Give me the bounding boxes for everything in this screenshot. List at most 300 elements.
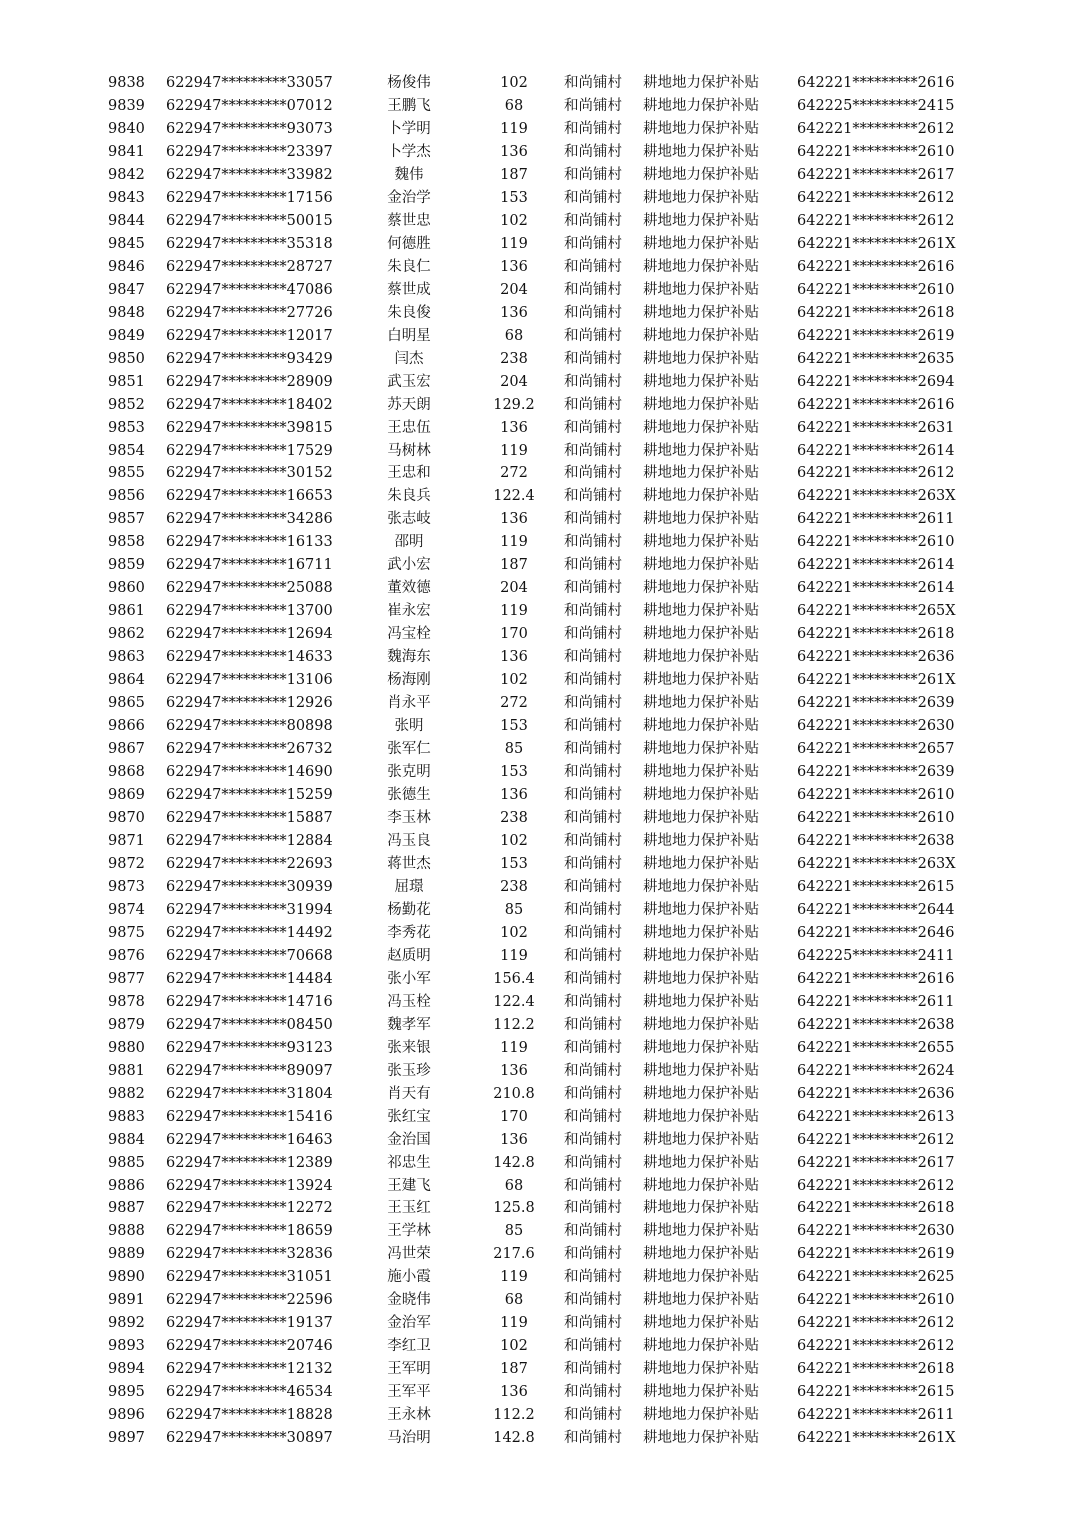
subsidy-amount: 129.2 — [493, 396, 535, 413]
farmer-name: 李红卫 — [387, 1338, 431, 1355]
farmer-name: 王军平 — [387, 1384, 431, 1401]
id-card-number: 642221*********2615 — [797, 1384, 955, 1401]
farmer-name: 杨海刚 — [387, 672, 431, 689]
subsidy-type: 耕地地力保护补贴 — [643, 1269, 759, 1286]
bank-card-number: 622947*********18659 — [166, 1223, 333, 1240]
subsidy-type: 耕地地力保护补贴 — [643, 718, 759, 735]
table-row — [0, 348, 1074, 371]
bank-card-number: 622947*********93123 — [166, 1039, 333, 1056]
subsidy-type: 耕地地力保护补贴 — [643, 281, 759, 298]
row-number: 9882 — [108, 1085, 145, 1102]
village-name: 和尚铺村 — [564, 1108, 622, 1125]
row-number: 9847 — [108, 281, 145, 298]
id-card-number: 642221*********2614 — [797, 580, 955, 597]
id-card-number: 642221*********2612 — [797, 212, 955, 229]
id-card-number: 642221*********2618 — [797, 626, 955, 643]
farmer-name: 卜学明 — [387, 120, 431, 137]
subsidy-type: 耕地地力保护补贴 — [643, 603, 759, 620]
subsidy-type: 耕地地力保护补贴 — [643, 1085, 759, 1102]
farmer-name: 王忠和 — [387, 465, 431, 482]
row-number: 9851 — [108, 373, 145, 390]
id-card-number: 642221*********2615 — [797, 878, 955, 895]
village-name: 和尚铺村 — [564, 75, 622, 91]
bank-card-number: 622947*********12926 — [166, 695, 333, 712]
table-row — [0, 623, 1074, 646]
subsidy-type: 耕地地力保护补贴 — [643, 1361, 759, 1378]
subsidy-type: 耕地地力保护补贴 — [643, 304, 759, 321]
table-row — [0, 577, 1074, 600]
farmer-name: 武小宏 — [387, 557, 431, 574]
farmer-name: 武玉宏 — [387, 373, 431, 390]
row-number: 9848 — [108, 304, 145, 321]
subsidy-type: 耕地地力保护补贴 — [643, 924, 759, 941]
subsidy-type: 耕地地力保护补贴 — [643, 442, 759, 459]
bank-card-number: 622947*********07012 — [166, 97, 333, 114]
id-card-number: 642221*********263X — [797, 488, 956, 505]
bank-card-number: 622947*********15887 — [166, 810, 333, 826]
subsidy-type: 耕地地力保护补贴 — [643, 649, 759, 666]
subsidy-amount: 68 — [504, 1292, 524, 1309]
subsidy-amount: 102 — [500, 672, 528, 689]
farmer-name: 王玉红 — [387, 1200, 431, 1217]
subsidy-amount: 119 — [500, 603, 528, 620]
table-row — [0, 325, 1074, 348]
table-row — [0, 1197, 1074, 1220]
subsidy-amount: 204 — [500, 580, 528, 597]
subsidy-type: 耕地地力保护补贴 — [643, 993, 759, 1010]
subsidy-type: 耕地地力保护补贴 — [643, 1338, 759, 1355]
table-row — [0, 1060, 1074, 1083]
row-number: 9891 — [108, 1292, 145, 1309]
row-number: 9845 — [108, 235, 145, 252]
subsidy-type: 耕地地力保护补贴 — [643, 534, 759, 551]
row-number: 9852 — [108, 396, 145, 413]
subsidy-amount: 136 — [500, 258, 528, 275]
bank-card-number: 622947*********30897 — [166, 1430, 333, 1447]
table-row — [0, 141, 1074, 164]
id-card-number: 642221*********2635 — [797, 350, 955, 367]
row-number: 9859 — [108, 557, 145, 574]
farmer-name: 朱良仁 — [387, 258, 431, 275]
subsidy-type: 耕地地力保护补贴 — [643, 1384, 759, 1401]
row-number: 9866 — [108, 718, 145, 735]
farmer-name: 肖天有 — [387, 1085, 431, 1102]
subsidy-type: 耕地地力保护补贴 — [643, 1131, 759, 1148]
id-card-number: 642221*********2617 — [797, 166, 955, 183]
farmer-name: 张来银 — [387, 1039, 431, 1056]
farmer-name: 张克明 — [387, 764, 431, 781]
row-number: 9884 — [108, 1131, 145, 1148]
row-number: 9857 — [108, 511, 145, 528]
id-card-number: 642221*********2612 — [797, 189, 955, 206]
farmer-name: 何德胜 — [387, 235, 431, 252]
farmer-name: 金治国 — [387, 1131, 431, 1148]
village-name: 和尚铺村 — [564, 947, 622, 964]
subsidy-amount: 136 — [500, 143, 528, 160]
row-number: 9867 — [108, 741, 145, 758]
row-number: 9846 — [108, 258, 145, 275]
bank-card-number: 622947*********13700 — [166, 603, 333, 620]
subsidy-type: 耕地地力保护补贴 — [643, 741, 759, 758]
farmer-name: 赵质明 — [387, 947, 431, 964]
subsidy-amount: 68 — [504, 327, 524, 344]
farmer-name: 金治学 — [387, 189, 431, 206]
table-row — [0, 1083, 1074, 1106]
village-name: 和尚铺村 — [564, 764, 622, 781]
table-row — [0, 72, 1074, 95]
id-card-number: 642221*********2612 — [797, 1315, 955, 1332]
farmer-name: 董效德 — [387, 580, 431, 597]
id-card-number: 642221*********2636 — [797, 649, 955, 666]
id-card-number: 642221*********2638 — [797, 832, 955, 849]
subsidy-type: 耕地地力保护补贴 — [643, 672, 759, 689]
village-name: 和尚铺村 — [564, 350, 622, 367]
farmer-name: 李玉林 — [387, 810, 431, 826]
farmer-name: 冯宝栓 — [387, 626, 431, 643]
table-row — [0, 1312, 1074, 1335]
id-card-number: 642221*********2630 — [797, 1223, 955, 1240]
farmer-name: 肖永平 — [387, 695, 431, 712]
table-row — [0, 302, 1074, 325]
table-row — [0, 899, 1074, 922]
subsidy-type: 耕地地力保护补贴 — [643, 212, 759, 229]
id-card-number: 642221*********2610 — [797, 1292, 955, 1309]
village-name: 和尚铺村 — [564, 258, 622, 275]
subsidy-amount: 119 — [500, 534, 528, 551]
village-name: 和尚铺村 — [564, 143, 622, 160]
bank-card-number: 622947*********31051 — [166, 1269, 333, 1286]
table-row — [0, 738, 1074, 761]
bank-card-number: 622947*********14633 — [166, 649, 333, 666]
subsidy-type: 耕地地力保护补贴 — [643, 235, 759, 252]
farmer-name: 张军仁 — [387, 741, 431, 758]
farmer-name: 白明星 — [387, 327, 431, 344]
subsidy-amount: 102 — [500, 75, 528, 91]
bank-card-number: 622947*********28727 — [166, 258, 333, 275]
table-row — [0, 256, 1074, 279]
village-name: 和尚铺村 — [564, 488, 622, 505]
row-number: 9886 — [108, 1177, 145, 1194]
village-name: 和尚铺村 — [564, 1016, 622, 1033]
bank-card-number: 622947*********18828 — [166, 1407, 333, 1424]
table-row — [0, 991, 1074, 1014]
row-number: 9876 — [108, 947, 145, 964]
table-row — [0, 830, 1074, 853]
farmer-name: 蒋世杰 — [387, 855, 431, 872]
village-name: 和尚铺村 — [564, 580, 622, 597]
village-name: 和尚铺村 — [564, 212, 622, 229]
bank-card-number: 622947*********14716 — [166, 993, 333, 1010]
subsidy-amount: 68 — [504, 97, 524, 114]
id-card-number: 642221*********2639 — [797, 764, 955, 781]
table-row — [0, 1220, 1074, 1243]
bank-card-number: 622947*********93073 — [166, 120, 333, 137]
village-name: 和尚铺村 — [564, 1407, 622, 1424]
farmer-name: 祁忠生 — [387, 1154, 431, 1171]
village-name: 和尚铺村 — [564, 1430, 622, 1447]
village-name: 和尚铺村 — [564, 189, 622, 206]
subsidy-type: 耕地地力保护补贴 — [643, 855, 759, 872]
table-row — [0, 187, 1074, 210]
farmer-name: 蔡世忠 — [387, 212, 431, 229]
village-name: 和尚铺村 — [564, 970, 622, 987]
row-number: 9880 — [108, 1039, 145, 1056]
bank-card-number: 622947*********12389 — [166, 1154, 333, 1171]
table-row — [0, 1266, 1074, 1289]
subsidy-amount: 68 — [504, 1177, 524, 1194]
table-row — [0, 600, 1074, 623]
subsidy-amount: 102 — [500, 924, 528, 941]
village-name: 和尚铺村 — [564, 1039, 622, 1056]
farmer-name: 冯玉良 — [387, 832, 431, 849]
id-card-number: 642221*********2618 — [797, 1200, 955, 1217]
subsidy-amount: 136 — [500, 511, 528, 528]
subsidy-type: 耕地地力保护补贴 — [643, 488, 759, 505]
subsidy-amount: 85 — [504, 1223, 524, 1240]
subsidy-type: 耕地地力保护补贴 — [643, 810, 759, 826]
farmer-name: 魏海东 — [387, 649, 431, 666]
row-number: 9854 — [108, 442, 145, 459]
village-name: 和尚铺村 — [564, 741, 622, 758]
village-name: 和尚铺村 — [564, 1154, 622, 1171]
village-name: 和尚铺村 — [564, 235, 622, 252]
row-number: 9865 — [108, 695, 145, 712]
id-card-number: 642221*********2611 — [797, 1407, 955, 1424]
subsidy-type: 耕地地力保护补贴 — [643, 189, 759, 206]
subsidy-amount: 238 — [500, 350, 528, 367]
id-card-number: 642221*********2612 — [797, 1177, 955, 1194]
bank-card-number: 622947*********13924 — [166, 1177, 333, 1194]
id-card-number: 642221*********2614 — [797, 442, 955, 459]
table-row — [0, 485, 1074, 508]
subsidy-amount: 102 — [500, 1338, 528, 1355]
farmer-name: 施小霞 — [387, 1269, 431, 1286]
farmer-name: 李秀花 — [387, 924, 431, 941]
subsidy-type: 耕地地力保护补贴 — [643, 557, 759, 574]
id-card-number: 642225*********2411 — [797, 947, 955, 964]
row-number: 9896 — [108, 1407, 145, 1424]
row-number: 9878 — [108, 993, 145, 1010]
subsidy-type: 耕地地力保护补贴 — [643, 1016, 759, 1033]
table-row — [0, 210, 1074, 233]
table-row — [0, 508, 1074, 531]
row-number: 9887 — [108, 1200, 145, 1217]
table-row — [0, 669, 1074, 692]
village-name: 和尚铺村 — [564, 166, 622, 183]
farmer-name: 王永林 — [387, 1407, 431, 1424]
subsidy-amount: 119 — [500, 1269, 528, 1286]
row-number: 9861 — [108, 603, 145, 620]
table-row — [0, 531, 1074, 554]
subsidy-amount: 187 — [500, 557, 528, 574]
id-card-number: 642221*********2610 — [797, 281, 955, 298]
id-card-number: 642221*********2636 — [797, 1085, 955, 1102]
village-name: 和尚铺村 — [564, 855, 622, 872]
bank-card-number: 622947*********31994 — [166, 901, 333, 918]
village-name: 和尚铺村 — [564, 626, 622, 643]
row-number: 9881 — [108, 1062, 145, 1079]
village-name: 和尚铺村 — [564, 465, 622, 482]
subsidy-type: 耕地地力保护补贴 — [643, 1200, 759, 1217]
bank-card-number: 622947*********17156 — [166, 189, 333, 206]
table-row — [0, 1175, 1074, 1198]
bank-card-number: 622947*********20746 — [166, 1338, 333, 1355]
subsidy-amount: 170 — [500, 626, 528, 643]
subsidy-type: 耕地地力保护补贴 — [643, 1177, 759, 1194]
id-card-number: 642221*********261X — [797, 235, 956, 252]
row-number: 9855 — [108, 465, 145, 482]
table-row — [0, 233, 1074, 256]
table-row — [0, 118, 1074, 141]
row-number: 9872 — [108, 855, 145, 872]
subsidy-amount: 119 — [500, 235, 528, 252]
bank-card-number: 622947*********12694 — [166, 626, 333, 643]
subsidy-amount: 170 — [500, 1108, 528, 1125]
village-name: 和尚铺村 — [564, 993, 622, 1010]
subsidy-amount: 136 — [500, 1384, 528, 1401]
subsidy-type: 耕地地力保护补贴 — [643, 695, 759, 712]
row-number: 9879 — [108, 1016, 145, 1033]
farmer-name: 金治军 — [387, 1315, 431, 1332]
table-row — [0, 1427, 1074, 1450]
subsidy-type: 耕地地力保护补贴 — [643, 1430, 759, 1447]
subsidy-amount: 136 — [500, 1131, 528, 1148]
bank-card-number: 622947*********16711 — [166, 557, 333, 574]
village-name: 和尚铺村 — [564, 442, 622, 459]
subsidy-amount: 136 — [500, 787, 528, 804]
village-name: 和尚铺村 — [564, 1338, 622, 1355]
subsidy-amount: 125.8 — [493, 1200, 535, 1217]
farmer-name: 屈璟 — [394, 878, 424, 895]
village-name: 和尚铺村 — [564, 695, 622, 712]
row-number: 9863 — [108, 649, 145, 666]
farmer-name: 王忠伍 — [387, 419, 431, 436]
subsidy-amount: 238 — [500, 878, 528, 895]
row-number: 9874 — [108, 901, 145, 918]
row-number: 9894 — [108, 1361, 145, 1378]
farmer-name: 杨勤花 — [387, 901, 431, 918]
bank-card-number: 622947*********46534 — [166, 1384, 333, 1401]
farmer-name: 张红宝 — [387, 1108, 431, 1125]
village-name: 和尚铺村 — [564, 649, 622, 666]
id-card-number: 642221*********2631 — [797, 419, 955, 436]
id-card-number: 642221*********2655 — [797, 1039, 955, 1056]
row-number: 9893 — [108, 1338, 145, 1355]
row-number: 9890 — [108, 1269, 145, 1286]
table-row — [0, 462, 1074, 485]
subsidy-type: 耕地地力保护补贴 — [643, 396, 759, 413]
village-name: 和尚铺村 — [564, 281, 622, 298]
village-name: 和尚铺村 — [564, 1246, 622, 1263]
farmer-name: 王学林 — [387, 1223, 431, 1240]
bank-card-number: 622947*********89097 — [166, 1062, 333, 1079]
subsidy-amount: 122.4 — [493, 488, 535, 505]
id-card-number: 642221*********2646 — [797, 924, 955, 941]
row-number: 9853 — [108, 419, 145, 436]
id-card-number: 642221*********2616 — [797, 970, 955, 987]
id-card-number: 642221*********2694 — [797, 373, 955, 390]
village-name: 和尚铺村 — [564, 1384, 622, 1401]
bank-card-number: 622947*********31804 — [166, 1085, 333, 1102]
subsidy-amount: 156.4 — [493, 970, 535, 987]
village-name: 和尚铺村 — [564, 672, 622, 689]
table-row — [0, 646, 1074, 669]
village-name: 和尚铺村 — [564, 97, 622, 114]
id-card-number: 642221*********2624 — [797, 1062, 955, 1079]
village-name: 和尚铺村 — [564, 534, 622, 551]
village-name: 和尚铺村 — [564, 511, 622, 528]
farmer-name: 苏天朗 — [387, 396, 431, 413]
id-card-number: 642221*********2619 — [797, 1246, 955, 1263]
farmer-name: 王建飞 — [387, 1177, 431, 1194]
farmer-name: 马治明 — [387, 1430, 431, 1447]
subsidy-amount: 85 — [504, 741, 524, 758]
bank-card-number: 622947*********25088 — [166, 580, 333, 597]
farmer-name: 张志岐 — [387, 511, 431, 528]
farmer-name: 冯世荣 — [387, 1246, 431, 1263]
table-row — [0, 945, 1074, 968]
bank-card-number: 622947*********14690 — [166, 764, 333, 781]
subsidy-amount: 204 — [500, 373, 528, 390]
subsidy-type: 耕地地力保护补贴 — [643, 327, 759, 344]
village-name: 和尚铺村 — [564, 718, 622, 735]
farmer-name: 冯玉栓 — [387, 993, 431, 1010]
village-name: 和尚铺村 — [564, 396, 622, 413]
bank-card-number: 622947*********28909 — [166, 373, 333, 390]
subsidy-amount: 119 — [500, 120, 528, 137]
subsidy-amount: 136 — [500, 1062, 528, 1079]
id-card-number: 642221*********2616 — [797, 258, 955, 275]
village-name: 和尚铺村 — [564, 1361, 622, 1378]
subsidy-amount: 112.2 — [493, 1016, 535, 1033]
subsidy-type: 耕地地力保护补贴 — [643, 878, 759, 895]
table-row — [0, 1014, 1074, 1037]
row-number: 9850 — [108, 350, 145, 367]
subsidy-amount: 153 — [500, 855, 528, 872]
table-row — [0, 1404, 1074, 1427]
bank-card-number: 622947*********70668 — [166, 947, 333, 964]
bank-card-number: 622947*********80898 — [166, 718, 333, 735]
farmer-name: 卜学杰 — [387, 143, 431, 160]
row-number: 9869 — [108, 787, 145, 804]
bank-card-number: 622947*********16133 — [166, 534, 333, 551]
subsidy-type: 耕地地力保护补贴 — [643, 1154, 759, 1171]
id-card-number: 642221*********2619 — [797, 327, 955, 344]
subsidy-amount: 136 — [500, 304, 528, 321]
subsidy-type: 耕地地力保护补贴 — [643, 120, 759, 137]
subsidy-amount: 102 — [500, 832, 528, 849]
id-card-number: 642221*********2612 — [797, 1131, 955, 1148]
bank-card-number: 622947*********22596 — [166, 1292, 333, 1309]
table-row — [0, 922, 1074, 945]
id-card-number: 642221*********2610 — [797, 143, 955, 160]
subsidy-amount: 119 — [500, 1039, 528, 1056]
bank-card-number: 622947*********26732 — [166, 741, 333, 758]
village-name: 和尚铺村 — [564, 373, 622, 390]
subsidy-type: 耕地地力保护补贴 — [643, 580, 759, 597]
village-name: 和尚铺村 — [564, 901, 622, 918]
farmer-name: 张德生 — [387, 787, 431, 804]
row-number: 9868 — [108, 764, 145, 781]
bank-card-number: 622947*********12017 — [166, 327, 333, 344]
farmer-name: 金晓伟 — [387, 1292, 431, 1309]
subsidy-type: 耕地地力保护补贴 — [643, 1108, 759, 1125]
id-card-number: 642221*********2618 — [797, 1361, 955, 1378]
bank-card-number: 622947*********35318 — [166, 235, 333, 252]
village-name: 和尚铺村 — [564, 787, 622, 804]
village-name: 和尚铺村 — [564, 419, 622, 436]
subsidy-amount: 119 — [500, 442, 528, 459]
